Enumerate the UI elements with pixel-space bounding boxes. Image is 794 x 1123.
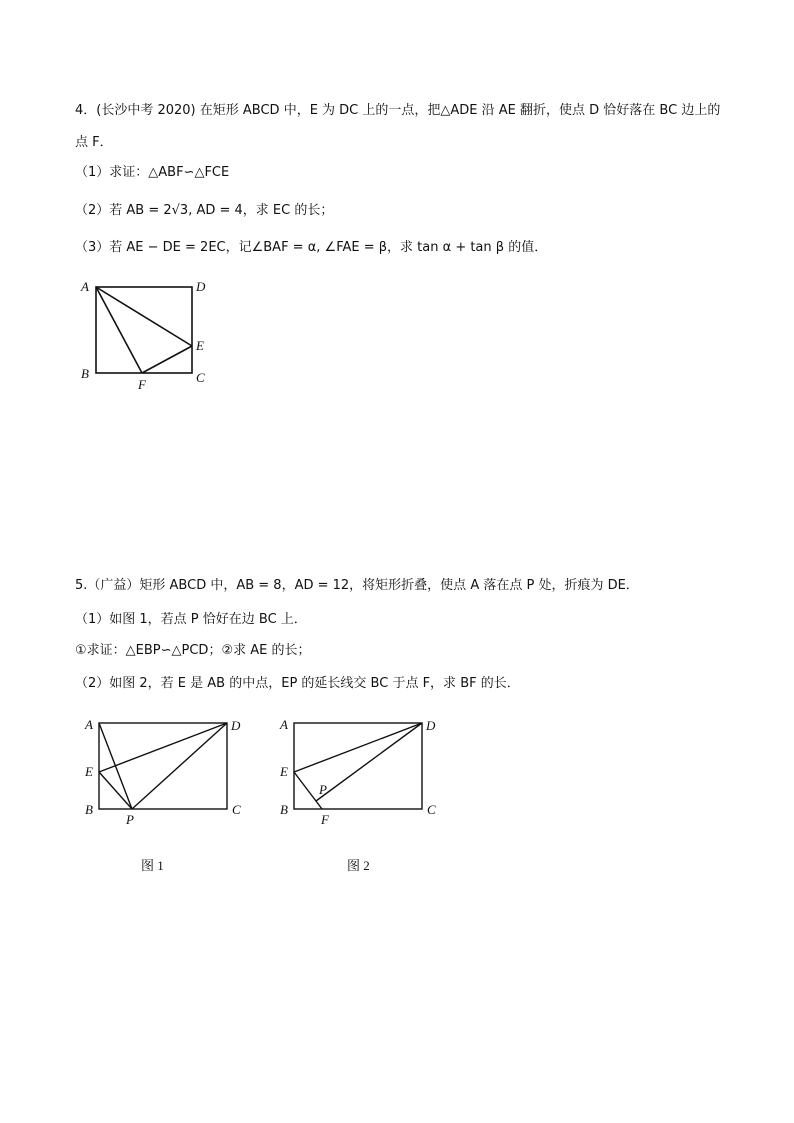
segment-af <box>96 287 142 373</box>
segment-pd <box>316 723 422 801</box>
problem5-part2: （2）如图 2，若 E 是 AB 的中点，EP 的延长线交 BC 于点 F，求 BF 的长． <box>75 676 520 691</box>
problem4-part3: （3）若 AE − DE = 2EC，记∠BAF = α, ∠FAE = β，求 tan α + tan β 的值． <box>75 240 548 255</box>
problem5-figure2 <box>275 713 450 828</box>
point-label-f: F <box>321 812 329 827</box>
figure1-caption: 图 1 <box>141 858 164 873</box>
problem5-statement: 5.（广益）矩形 ABCD 中，AB = 8，AD = 12，将矩形折叠，使点 A 落在点 P 处，折痕为 DE． <box>75 578 639 593</box>
point-label-e: E <box>196 338 204 353</box>
segment-pd <box>132 723 227 809</box>
problem5-part1: （1）如图 1，若点 P 恰好在边 BC 上． <box>75 612 307 627</box>
problem5-figure1 <box>80 713 255 828</box>
segment-ed <box>99 723 227 772</box>
point-label-b: B <box>85 802 93 817</box>
segment-ep <box>99 772 132 809</box>
point-label-d: D <box>231 718 241 733</box>
segment-ed <box>294 723 422 772</box>
point-label-b: B <box>81 366 89 381</box>
segment-ap <box>99 723 132 809</box>
point-label-a: A <box>280 717 288 732</box>
point-label-c: C <box>427 802 436 817</box>
segment-fe <box>142 346 192 373</box>
problem4-part2: （2）若 AB = 2√3, AD = 4，求 EC 的长； <box>75 203 334 218</box>
problem5-part1-sub: ①求证：△EBP∽△PCD；②求 AE 的长； <box>75 643 311 658</box>
point-label-b: B <box>280 802 288 817</box>
point-label-a: A <box>81 279 89 294</box>
segment-ef <box>294 772 322 809</box>
segment-ae <box>96 287 192 346</box>
problem4-figure <box>78 276 228 396</box>
rectangle-abcd <box>99 723 227 809</box>
problem4-statement-line2: 点 F． <box>75 135 113 150</box>
figure2-caption: 图 2 <box>347 858 370 873</box>
point-label-e: E <box>85 764 93 779</box>
point-label-e: E <box>280 764 288 779</box>
problem4-part1: （1）求证：△ABF∽△FCE <box>75 165 230 180</box>
point-label-p: P <box>319 782 327 797</box>
point-label-p: P <box>126 812 134 827</box>
point-label-a: A <box>85 717 93 732</box>
point-label-f: F <box>138 377 146 392</box>
point-label-c: C <box>196 370 205 385</box>
rectangle-abcd <box>96 287 192 373</box>
point-label-c: C <box>232 802 241 817</box>
point-label-d: D <box>196 279 206 294</box>
point-label-d: D <box>426 718 436 733</box>
rectangle-abcd <box>294 723 422 809</box>
problem4-statement-line1: 4．(长沙中考 2020) 在矩形 ABCD 中，E 为 DC 上的一点，把△ADE 沿 AE 翻折，使点 D 恰好落在 BC 边上的 <box>75 103 721 118</box>
